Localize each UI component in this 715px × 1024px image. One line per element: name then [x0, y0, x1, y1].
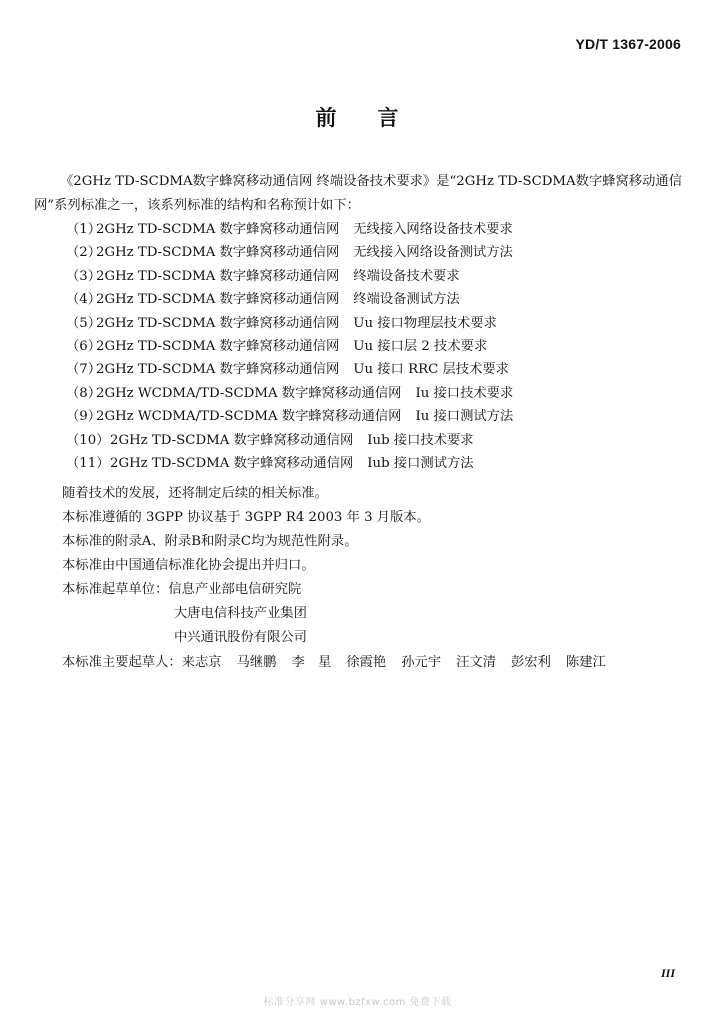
drafter-name: 李 星	[291, 655, 332, 670]
list-item: （5）2GHz TD-SCDMA 数字蜂窝移动通信网 Uu 接口物理层技术要求	[66, 315, 497, 331]
title-char-2: 言	[377, 106, 400, 130]
page-number: III	[660, 966, 675, 980]
drafter-name: 汪文清	[456, 655, 497, 670]
list-item: （3）2GHz TD-SCDMA 数字蜂窝移动通信网 终端设备技术要求	[66, 268, 460, 284]
title-char-1: 前	[315, 106, 338, 130]
drafting-units-block	[62, 578, 301, 602]
drafting-unit: 信息产业部电信研究院	[168, 582, 302, 597]
drafter-name: 马继鹏	[236, 655, 277, 670]
drafter-name: 彭宏利	[511, 655, 551, 670]
watermark-link[interactable]: 标准分享网 www.bzfxw.com 免费下载	[263, 997, 452, 1008]
drafter-name: 陈建江	[565, 655, 606, 670]
list-item: （8）2GHz WCDMA/TD-SCDMA 数字蜂窝移动通信网 Iu 接口技术要求	[66, 385, 514, 401]
page-title	[0, 102, 715, 132]
list-item: （6）2GHz TD-SCDMA 数字蜂窝移动通信网 Uu 接口层 2 技术要求	[66, 338, 488, 354]
drafters-label: 本标准主要起草人：	[62, 655, 182, 670]
drafting-unit: 中兴通讯股份有限公司	[174, 630, 307, 645]
drafting-unit: 大唐电信科技产业集团	[174, 606, 307, 621]
follow-up-text: 随着技术的发展，还将制定后续的相关标准。	[62, 486, 328, 501]
proposer-text: 本标准由中国通信标准化协会提出并归口。	[62, 558, 315, 573]
drafters-block	[62, 651, 621, 675]
drafting-units-label: 本标准起草单位：	[62, 582, 169, 597]
list-item: （4）2GHz TD-SCDMA 数字蜂窝移动通信网 终端设备测试方法	[66, 292, 460, 308]
series-list	[66, 218, 686, 475]
list-item: （2）2GHz TD-SCDMA 数字蜂窝移动通信网 无线接入网络设备测试方法	[66, 245, 513, 261]
list-item: （7）2GHz TD-SCDMA 数字蜂窝移动通信网 Uu 接口 RRC 层技术要求	[66, 362, 509, 378]
list-item: （1）2GHz TD-SCDMA 数字蜂窝移动通信网 无线接入网络设备技术要求	[66, 222, 513, 237]
drafter-name: 孙元宇	[401, 655, 442, 670]
standard-number: YD/T 1367-2006	[575, 36, 681, 52]
list-item: （9）2GHz WCDMA/TD-SCDMA 数字蜂窝移动通信网 Iu 接口测试方法	[66, 409, 514, 425]
drafter-name: 徐霞艳	[346, 655, 387, 670]
drafter-name: 来志京	[181, 655, 222, 670]
list-item: （10）2GHz TD-SCDMA 数字蜂窝移动通信网 Iub 接口技术要求	[66, 432, 474, 448]
list-item: （11）2GHz TD-SCDMA 数字蜂窝移动通信网 Iub 接口测试方法	[66, 455, 474, 471]
intro-paragraph: 《2GHz TD-SCDMA数字蜂窝移动通信网 终端设备技术要求》是“2GHz TD-SCDMA数字蜂窝移动通信网”系列标准之一，该系列标准的结构和名称预计如下：	[34, 174, 683, 213]
annexes-text: 本标准的附录A、附录B和附录C均为规范性附录。	[62, 534, 358, 549]
basis-text: 本标准遵循的 3GPP 协议基于 3GPP R4 2003 年 3 月版本。	[62, 510, 430, 525]
